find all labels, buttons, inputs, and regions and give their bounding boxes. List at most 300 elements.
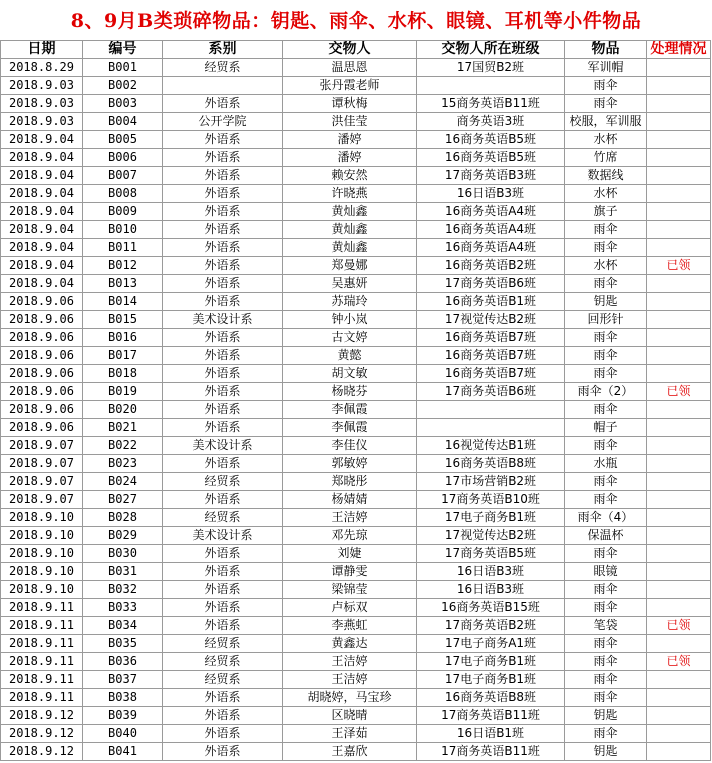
- cell-status: 已领: [647, 617, 711, 635]
- cell-department: 外语系: [163, 419, 283, 437]
- cell-status: [647, 347, 711, 365]
- cell-person: 王嘉欣: [283, 743, 417, 761]
- cell-person: 郑晓彤: [283, 473, 417, 491]
- cell-status: [647, 113, 711, 131]
- cell-person: 郑曼娜: [283, 257, 417, 275]
- cell-department: 外语系: [163, 401, 283, 419]
- cell-item: 军训帽: [565, 59, 647, 77]
- table-row: [1, 437, 711, 455]
- cell-item: 雨伞: [565, 275, 647, 293]
- table-row: [1, 671, 711, 689]
- cell-item: 雨伞: [565, 329, 647, 347]
- cell-class: 17市场营销B2班: [417, 473, 565, 491]
- table-row: [1, 383, 711, 401]
- cell-item: 雨伞: [565, 671, 647, 689]
- cell-date: 2018.9.06: [1, 401, 83, 419]
- header-row: [1, 41, 711, 59]
- cell-class: 16商务英语B15班: [417, 599, 565, 617]
- cell-code: B004: [83, 113, 163, 131]
- cell-code: B011: [83, 239, 163, 257]
- cell-item: 雨伞: [565, 491, 647, 509]
- cell-code: B014: [83, 293, 163, 311]
- cell-date: 2018.9.11: [1, 599, 83, 617]
- cell-status: [647, 599, 711, 617]
- cell-date: 2018.8.29: [1, 59, 83, 77]
- table-row: [1, 329, 711, 347]
- cell-person: 谭秋梅: [283, 95, 417, 113]
- cell-item: 雨伞: [565, 653, 647, 671]
- cell-department: 外语系: [163, 185, 283, 203]
- cell-date: 2018.9.07: [1, 491, 83, 509]
- lost-items-table: [0, 40, 711, 761]
- cell-class: 17商务英语B3班: [417, 167, 565, 185]
- column-header-status: 处理情况: [647, 41, 711, 59]
- cell-status: [647, 329, 711, 347]
- cell-person: 李燕虹: [283, 617, 417, 635]
- cell-person: 黄鑫达: [283, 635, 417, 653]
- cell-date: 2018.9.10: [1, 581, 83, 599]
- table-row: [1, 77, 711, 95]
- cell-status: [647, 365, 711, 383]
- cell-person: 邓先琼: [283, 527, 417, 545]
- cell-item: 回形针: [565, 311, 647, 329]
- cell-date: 2018.9.07: [1, 437, 83, 455]
- cell-item: 笔袋: [565, 617, 647, 635]
- cell-code: B027: [83, 491, 163, 509]
- cell-class: 16视觉传达B1班: [417, 437, 565, 455]
- cell-date: 2018.9.04: [1, 167, 83, 185]
- cell-department: 外语系: [163, 293, 283, 311]
- cell-item: 竹席: [565, 149, 647, 167]
- table-row: [1, 347, 711, 365]
- cell-item: 钥匙: [565, 707, 647, 725]
- cell-item: 雨伞: [565, 437, 647, 455]
- cell-class: 16商务英语B2班: [417, 257, 565, 275]
- table-row: [1, 707, 711, 725]
- cell-person: 王洁婷: [283, 671, 417, 689]
- cell-date: 2018.9.04: [1, 221, 83, 239]
- table-row: [1, 617, 711, 635]
- cell-code: B037: [83, 671, 163, 689]
- cell-item: 钥匙: [565, 743, 647, 761]
- cell-date: 2018.9.06: [1, 383, 83, 401]
- cell-department: 外语系: [163, 203, 283, 221]
- table-row: [1, 635, 711, 653]
- cell-department: 外语系: [163, 581, 283, 599]
- cell-status: [647, 473, 711, 491]
- table-row: [1, 725, 711, 743]
- cell-department: 公开学院: [163, 113, 283, 131]
- cell-class: 16商务英语B7班: [417, 329, 565, 347]
- cell-department: 外语系: [163, 221, 283, 239]
- cell-status: [647, 401, 711, 419]
- cell-class: 16商务英语B8班: [417, 689, 565, 707]
- cell-code: B034: [83, 617, 163, 635]
- cell-department: 经贸系: [163, 653, 283, 671]
- cell-status: [647, 239, 711, 257]
- cell-item: 水杯: [565, 257, 647, 275]
- cell-date: 2018.9.06: [1, 293, 83, 311]
- cell-person: 古文婷: [283, 329, 417, 347]
- cell-item: 雨伞: [565, 239, 647, 257]
- cell-date: 2018.9.04: [1, 257, 83, 275]
- column-header-person: 交物人: [283, 41, 417, 59]
- cell-person: 王泽茹: [283, 725, 417, 743]
- cell-date: 2018.9.10: [1, 509, 83, 527]
- cell-class: 16商务英语B5班: [417, 131, 565, 149]
- cell-item: 雨伞: [565, 401, 647, 419]
- cell-class: 17商务英语B6班: [417, 275, 565, 293]
- table-row: [1, 401, 711, 419]
- cell-code: B002: [83, 77, 163, 95]
- table-row: [1, 185, 711, 203]
- cell-class: 16日语B3班: [417, 185, 565, 203]
- cell-class: 17视觉传达B2班: [417, 527, 565, 545]
- cell-department: 外语系: [163, 239, 283, 257]
- cell-class: 17电子商务B1班: [417, 653, 565, 671]
- cell-code: B022: [83, 437, 163, 455]
- cell-department: 外语系: [163, 599, 283, 617]
- cell-item: 雨伞: [565, 545, 647, 563]
- cell-item: 保温杯: [565, 527, 647, 545]
- cell-status: [647, 527, 711, 545]
- cell-department: [163, 77, 283, 95]
- cell-class: 17国贸B2班: [417, 59, 565, 77]
- cell-person: 胡文敏: [283, 365, 417, 383]
- table-row: [1, 167, 711, 185]
- cell-status: [647, 59, 711, 77]
- cell-class: 16商务英语B8班: [417, 455, 565, 473]
- cell-person: 李佩霞: [283, 419, 417, 437]
- cell-class: 16商务英语B1班: [417, 293, 565, 311]
- cell-class: [417, 77, 565, 95]
- cell-item: 雨伞: [565, 365, 647, 383]
- cell-class: 16日语B3班: [417, 563, 565, 581]
- cell-department: 外语系: [163, 545, 283, 563]
- cell-class: 17商务英语B6班: [417, 383, 565, 401]
- cell-status: [647, 635, 711, 653]
- cell-person: 王洁婷: [283, 653, 417, 671]
- cell-date: 2018.9.10: [1, 563, 83, 581]
- cell-class: 16商务英语B7班: [417, 365, 565, 383]
- cell-item: 钥匙: [565, 293, 647, 311]
- cell-department: 外语系: [163, 743, 283, 761]
- table-row: [1, 131, 711, 149]
- cell-person: 钟小岚: [283, 311, 417, 329]
- cell-status: [647, 545, 711, 563]
- cell-status: [647, 671, 711, 689]
- cell-department: 外语系: [163, 149, 283, 167]
- cell-department: 外语系: [163, 131, 283, 149]
- cell-status: [647, 185, 711, 203]
- cell-status: [647, 275, 711, 293]
- table-row: [1, 419, 711, 437]
- cell-class: 商务英语3班: [417, 113, 565, 131]
- cell-date: 2018.9.06: [1, 347, 83, 365]
- cell-code: B012: [83, 257, 163, 275]
- cell-code: B001: [83, 59, 163, 77]
- table-row: [1, 113, 711, 131]
- cell-class: 17商务英语B11班: [417, 707, 565, 725]
- cell-item: 雨伞: [565, 473, 647, 491]
- table-row: [1, 653, 711, 671]
- cell-code: B038: [83, 689, 163, 707]
- cell-person: 许晓燕: [283, 185, 417, 203]
- cell-person: 黄灿鑫: [283, 221, 417, 239]
- cell-status: 已领: [647, 383, 711, 401]
- cell-date: 2018.9.07: [1, 455, 83, 473]
- cell-date: 2018.9.11: [1, 689, 83, 707]
- column-header-date: 日期: [1, 41, 83, 59]
- cell-code: B023: [83, 455, 163, 473]
- cell-code: B033: [83, 599, 163, 617]
- cell-code: B039: [83, 707, 163, 725]
- cell-status: [647, 491, 711, 509]
- cell-department: 外语系: [163, 563, 283, 581]
- cell-status: [647, 707, 711, 725]
- cell-status: [647, 725, 711, 743]
- cell-date: 2018.9.11: [1, 617, 83, 635]
- cell-department: 外语系: [163, 383, 283, 401]
- table-row: [1, 311, 711, 329]
- cell-date: 2018.9.03: [1, 113, 83, 131]
- cell-date: 2018.9.06: [1, 329, 83, 347]
- cell-status: [647, 167, 711, 185]
- cell-department: 外语系: [163, 725, 283, 743]
- cell-code: B008: [83, 185, 163, 203]
- cell-code: B020: [83, 401, 163, 419]
- cell-department: 经贸系: [163, 635, 283, 653]
- cell-code: B030: [83, 545, 163, 563]
- cell-class: 16商务英语B5班: [417, 149, 565, 167]
- cell-person: 胡晓婷，马宝珍: [283, 689, 417, 707]
- cell-date: 2018.9.11: [1, 653, 83, 671]
- cell-status: [647, 689, 711, 707]
- table-row: [1, 599, 711, 617]
- cell-code: B017: [83, 347, 163, 365]
- cell-person: 刘婕: [283, 545, 417, 563]
- cell-status: [647, 509, 711, 527]
- cell-department: 美术设计系: [163, 527, 283, 545]
- cell-status: [647, 149, 711, 167]
- cell-department: 经贸系: [163, 473, 283, 491]
- cell-department: 外语系: [163, 707, 283, 725]
- cell-department: 外语系: [163, 689, 283, 707]
- cell-status: [647, 221, 711, 239]
- cell-status: [647, 77, 711, 95]
- cell-date: 2018.9.06: [1, 311, 83, 329]
- cell-class: 17电子商务B1班: [417, 671, 565, 689]
- cell-item: 水瓶: [565, 455, 647, 473]
- cell-code: B003: [83, 95, 163, 113]
- cell-code: B007: [83, 167, 163, 185]
- cell-person: 区晓晴: [283, 707, 417, 725]
- table-row: [1, 221, 711, 239]
- table-row: [1, 527, 711, 545]
- cell-class: 17商务英语B11班: [417, 743, 565, 761]
- cell-code: B016: [83, 329, 163, 347]
- cell-status: [647, 563, 711, 581]
- column-header-code: 编号: [83, 41, 163, 59]
- table-row: [1, 95, 711, 113]
- cell-person: 潘婷: [283, 131, 417, 149]
- cell-item: 水杯: [565, 185, 647, 203]
- cell-person: 黄灿鑫: [283, 239, 417, 257]
- cell-class: 16商务英语A4班: [417, 203, 565, 221]
- cell-department: 外语系: [163, 167, 283, 185]
- cell-class: 16日语B1班: [417, 725, 565, 743]
- cell-status: [647, 455, 711, 473]
- cell-item: 雨伞（4）: [565, 509, 647, 527]
- cell-date: 2018.9.11: [1, 671, 83, 689]
- cell-status: [647, 131, 711, 149]
- table-row: [1, 545, 711, 563]
- table-row: [1, 239, 711, 257]
- cell-code: B021: [83, 419, 163, 437]
- cell-person: 王洁婷: [283, 509, 417, 527]
- cell-item: 旗子: [565, 203, 647, 221]
- cell-code: B036: [83, 653, 163, 671]
- cell-status: 已领: [647, 653, 711, 671]
- cell-person: 杨晓芬: [283, 383, 417, 401]
- table-row: [1, 509, 711, 527]
- cell-person: 郭敏婷: [283, 455, 417, 473]
- cell-date: 2018.9.04: [1, 239, 83, 257]
- cell-class: [417, 401, 565, 419]
- cell-date: 2018.9.04: [1, 149, 83, 167]
- cell-status: [647, 203, 711, 221]
- cell-department: 经贸系: [163, 509, 283, 527]
- cell-code: B010: [83, 221, 163, 239]
- cell-date: 2018.9.04: [1, 275, 83, 293]
- cell-code: B006: [83, 149, 163, 167]
- cell-person: 黄灿鑫: [283, 203, 417, 221]
- cell-class: 17视觉传达B2班: [417, 311, 565, 329]
- cell-person: 吴惠妍: [283, 275, 417, 293]
- table-row: [1, 257, 711, 275]
- cell-item: 雨伞: [565, 95, 647, 113]
- cell-code: B041: [83, 743, 163, 761]
- cell-status: [647, 437, 711, 455]
- cell-date: 2018.9.12: [1, 743, 83, 761]
- cell-person: 张丹霞老师: [283, 77, 417, 95]
- cell-class: 17电子商务B1班: [417, 509, 565, 527]
- cell-code: B015: [83, 311, 163, 329]
- cell-code: B005: [83, 131, 163, 149]
- cell-date: 2018.9.11: [1, 635, 83, 653]
- cell-code: B028: [83, 509, 163, 527]
- cell-item: 雨伞: [565, 221, 647, 239]
- table-row: [1, 275, 711, 293]
- cell-person: 潘婷: [283, 149, 417, 167]
- cell-class: 17商务英语B10班: [417, 491, 565, 509]
- cell-item: 数据线: [565, 167, 647, 185]
- cell-code: B009: [83, 203, 163, 221]
- cell-class: [417, 419, 565, 437]
- cell-item: 雨伞: [565, 347, 647, 365]
- cell-item: 眼镜: [565, 563, 647, 581]
- cell-status: [647, 95, 711, 113]
- cell-person: 李佩霞: [283, 401, 417, 419]
- cell-date: 2018.9.10: [1, 545, 83, 563]
- cell-department: 外语系: [163, 347, 283, 365]
- cell-item: 水杯: [565, 131, 647, 149]
- cell-person: 李佳仪: [283, 437, 417, 455]
- cell-item: 雨伞: [565, 599, 647, 617]
- table-row: [1, 455, 711, 473]
- cell-person: 杨婧婧: [283, 491, 417, 509]
- cell-department: 美术设计系: [163, 311, 283, 329]
- cell-date: 2018.9.04: [1, 131, 83, 149]
- cell-status: 已领: [647, 257, 711, 275]
- cell-status: [647, 581, 711, 599]
- cell-department: 外语系: [163, 617, 283, 635]
- table-row: [1, 203, 711, 221]
- table-row: [1, 689, 711, 707]
- cell-item: 校服，军训服: [565, 113, 647, 131]
- column-header-item: 物品: [565, 41, 647, 59]
- cell-code: B024: [83, 473, 163, 491]
- table-row: [1, 563, 711, 581]
- cell-item: 雨伞: [565, 581, 647, 599]
- cell-department: 美术设计系: [163, 437, 283, 455]
- cell-date: 2018.9.12: [1, 725, 83, 743]
- column-header-department: 系别: [163, 41, 283, 59]
- cell-department: 外语系: [163, 365, 283, 383]
- table-row: [1, 59, 711, 77]
- table-row: [1, 581, 711, 599]
- cell-class: 16商务英语A4班: [417, 239, 565, 257]
- cell-code: B035: [83, 635, 163, 653]
- table-row: [1, 473, 711, 491]
- cell-code: B040: [83, 725, 163, 743]
- cell-person: 苏瑞玲: [283, 293, 417, 311]
- cell-person: 卢标双: [283, 599, 417, 617]
- cell-department: 外语系: [163, 275, 283, 293]
- cell-item: 雨伞: [565, 725, 647, 743]
- column-header-class: 交物人所在班级: [417, 41, 565, 59]
- cell-class: 16日语B3班: [417, 581, 565, 599]
- table-row: [1, 149, 711, 167]
- cell-person: 赖安然: [283, 167, 417, 185]
- cell-date: 2018.9.03: [1, 77, 83, 95]
- table-row: [1, 491, 711, 509]
- cell-person: 洪佳莹: [283, 113, 417, 131]
- cell-department: 外语系: [163, 95, 283, 113]
- cell-person: 黄懿: [283, 347, 417, 365]
- cell-department: 外语系: [163, 257, 283, 275]
- table-row: [1, 293, 711, 311]
- cell-date: 2018.9.04: [1, 203, 83, 221]
- cell-item: 帽子: [565, 419, 647, 437]
- cell-person: 谭静雯: [283, 563, 417, 581]
- cell-department: 外语系: [163, 329, 283, 347]
- cell-status: [647, 419, 711, 437]
- cell-person: 梁锦莹: [283, 581, 417, 599]
- cell-item: 雨伞（2）: [565, 383, 647, 401]
- cell-date: 2018.9.06: [1, 419, 83, 437]
- cell-class: 17商务英语B5班: [417, 545, 565, 563]
- cell-person: 温思恩: [283, 59, 417, 77]
- cell-code: B018: [83, 365, 163, 383]
- cell-status: [647, 293, 711, 311]
- cell-department: 经贸系: [163, 59, 283, 77]
- cell-item: 雨伞: [565, 689, 647, 707]
- cell-date: 2018.9.03: [1, 95, 83, 113]
- cell-class: 16商务英语B7班: [417, 347, 565, 365]
- cell-class: 17电子商务A1班: [417, 635, 565, 653]
- cell-item: 雨伞: [565, 77, 647, 95]
